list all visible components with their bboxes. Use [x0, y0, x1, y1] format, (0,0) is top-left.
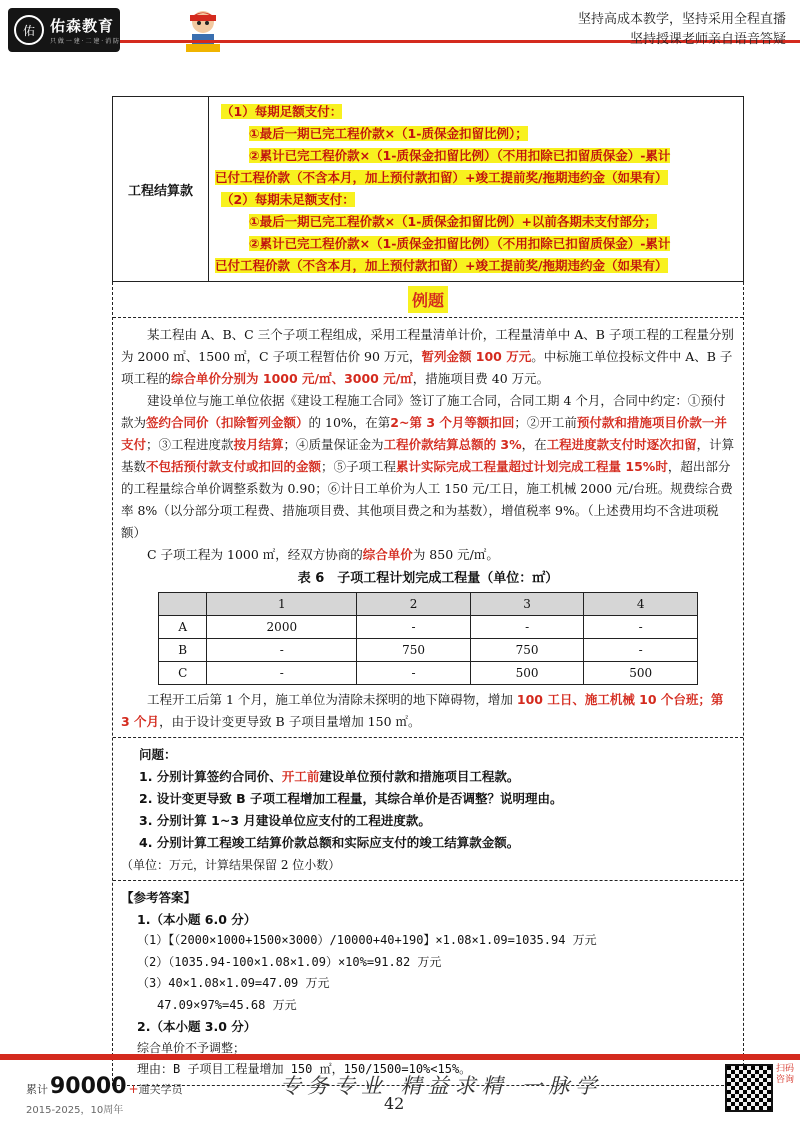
answer-line: 综合单价不予调整； [137, 1040, 246, 1055]
settlement-line: 已付工程价款（不含本月，加上预付款扣留）+竣工提前奖/拖期违约金（如果有） [215, 258, 668, 273]
settlement-line: ②累计已完工程价款×（1-质保金扣留比例）（不用扣除已扣留质保金）-累计 [249, 148, 671, 163]
answers-title: 【参考答案】 [121, 890, 197, 905]
settlement-line: ②累计已完工程价款×（1-质保金扣留比例）（不用扣除已扣留质保金）-累计 [249, 236, 671, 251]
mascot-icon [182, 8, 224, 54]
questions-box [113, 737, 743, 880]
settlement-label: 工程结算款 [113, 97, 209, 282]
footer-divider [0, 1054, 800, 1060]
example-box [112, 282, 744, 1086]
example-title-row [113, 282, 743, 318]
settlement-table [112, 96, 744, 282]
table-caption: 表 6 子项工程计划完成工程量（单位：㎡） [297, 571, 559, 586]
answer-heading-2: 2.（本小题 3.0 分） [137, 1019, 257, 1034]
answer-heading-1: 1.（本小题 6.0 分） [137, 911, 257, 927]
question-2: 2. 设计变更导致 B 子项工程增加工程量，其综合单价是否调整？说明理由。 [139, 791, 563, 806]
qr-code-icon[interactable] [725, 1064, 773, 1112]
settlement-line: 已付工程价款（不含本月，加上预付款扣留）+竣工提前奖/拖期违约金（如果有） [215, 170, 668, 185]
footer-motto: 专务专业 精益求精 一脉学 [280, 1074, 603, 1098]
page-content [112, 96, 744, 1086]
footer-stats [26, 1074, 183, 1116]
questions-title: 问题： [139, 747, 177, 762]
count-plus: + [128, 1082, 139, 1096]
settlement-line: ①最后一期已完工程价款×（1-质保金扣留比例）+以前各期未支付部分； [249, 214, 657, 229]
table-header-row: 1 2 3 4 [159, 593, 698, 616]
table-row: C - - 500 500 [159, 662, 698, 685]
settlement-line: （2）每期未足额支付： [221, 192, 355, 207]
logo-name: 佑森教育 [50, 17, 115, 35]
example-body [113, 318, 743, 737]
slogan-line-2: 坚持授课老师亲自语音答疑 [629, 32, 786, 47]
logo-icon: 佑 [14, 15, 44, 45]
answer-line: 理由：B 子项目工程量增加 150 ㎡，150/1500=10%<15%。 [137, 1062, 472, 1076]
settlement-line: （1）每期足额支付： [221, 104, 343, 119]
brand-logo[interactable] [8, 8, 120, 52]
slogan-line-1: 坚持高成本教学，坚持采用全程直播 [577, 12, 786, 27]
answer-line: （2）（1035.94-100×1.08×1.09）×10%=91.82 万元 [137, 954, 442, 969]
settlement-line: ①最后一期已完工程价款×（1-质保金扣留比例）； [249, 126, 528, 141]
answer-line: （3）40×1.08×1.09=47.09 万元 [137, 976, 330, 990]
answer-line: （1）【（2000×1000+1500×3000）/10000+40+190】×1.08×1.09=1035.94 万元 [137, 933, 597, 947]
example-paragraph-1: 某工程由 A、B、C 三个子项工程组成，采用工程量清单计价，工程量清单中 A、B 子项工程的工程量分别为 2000 ㎡、1500 ㎡，C 子项工程暂估价 90 万元，暂列金额 100 万元。中标施工单位投标文件中 A、B 子项工程的综合单价分别为 1000 元/㎡、3000 元/㎡，措施项目费 40 万元。 [121, 327, 734, 386]
count-value: 90000 [50, 1074, 127, 1099]
count-suffix: 通关学员 [138, 1083, 183, 1096]
slogan [578, 10, 786, 50]
table-row: A 2000 - - - [159, 616, 698, 639]
settlement-content [209, 97, 744, 282]
example-title: 例题 [408, 286, 448, 313]
example-paragraph-3: C 子项工程为 1000 ㎡，经双方协商的综合单价为 850 元/㎡。 [147, 547, 499, 562]
example-paragraph-4: 工程开工后第 1 个月，施工单位为清除未探明的地下障碍物，增加 100 工日、施工机械 10 个台班；第 3 个月，由于设计变更导致 B 子项目量增加 150 ㎡。 [121, 692, 724, 729]
question-1: 1. 分别计算签约合同价、开工前建设单位预付款和措施项目工程款。 [139, 769, 520, 784]
question-4: 4. 分别计算工程竣工结算价款总额和实际应支付的竣工结算款金额。 [139, 835, 520, 850]
qr-label: 扫码咨询 [776, 1064, 795, 1085]
question-3: 3. 分别计算 1~3 月建设单位应支付的工程进度款。 [139, 813, 431, 828]
page-number: 42 [384, 1094, 405, 1113]
question-unit-note: （单位：万元，计算结果保留 2 位小数） [121, 858, 341, 872]
years-label: 2015-2025，10周年 [26, 1105, 124, 1116]
table-row: B - 750 750 - [159, 639, 698, 662]
quantity-table [158, 592, 698, 685]
answer-line: 47.09×97%=45.68 万元 [157, 997, 297, 1012]
logo-subtitle: 只 做 一 建 · 二 建 · 消 防 [50, 38, 119, 45]
page-header [0, 0, 800, 60]
count-prefix: 累计 [26, 1083, 48, 1096]
example-paragraph-2: 建设单位与施工单位依据《建设工程施工合同》签订了施工合同，合同工期 4 个月，合同中约定：①预付款为签约合同价（扣除暂列金额）的 10%，在第2~第 3 个月等额扣回；②开工前预付款和措施项目价款一并支付；③工程进度款按月结算；④质量保证金为工程价款结算总额的 3%，在工程进度款支付时逐次扣留，计算基数不包括预付款支付或扣回的金额；⑤子项工程累计实际完成工程量超过计划完成工程量 15%时，超出部分的工程量综合单价调整系数为 0.90；⑥计日工单价为人工 150 元/工日，施工机械 2000 元/台班。规费综合费率 8%（以分部分项工程费、措施项目费、其他项目费之和为基数），增值税率 9%。（上述费用均不含进项税额） [121, 393, 735, 540]
